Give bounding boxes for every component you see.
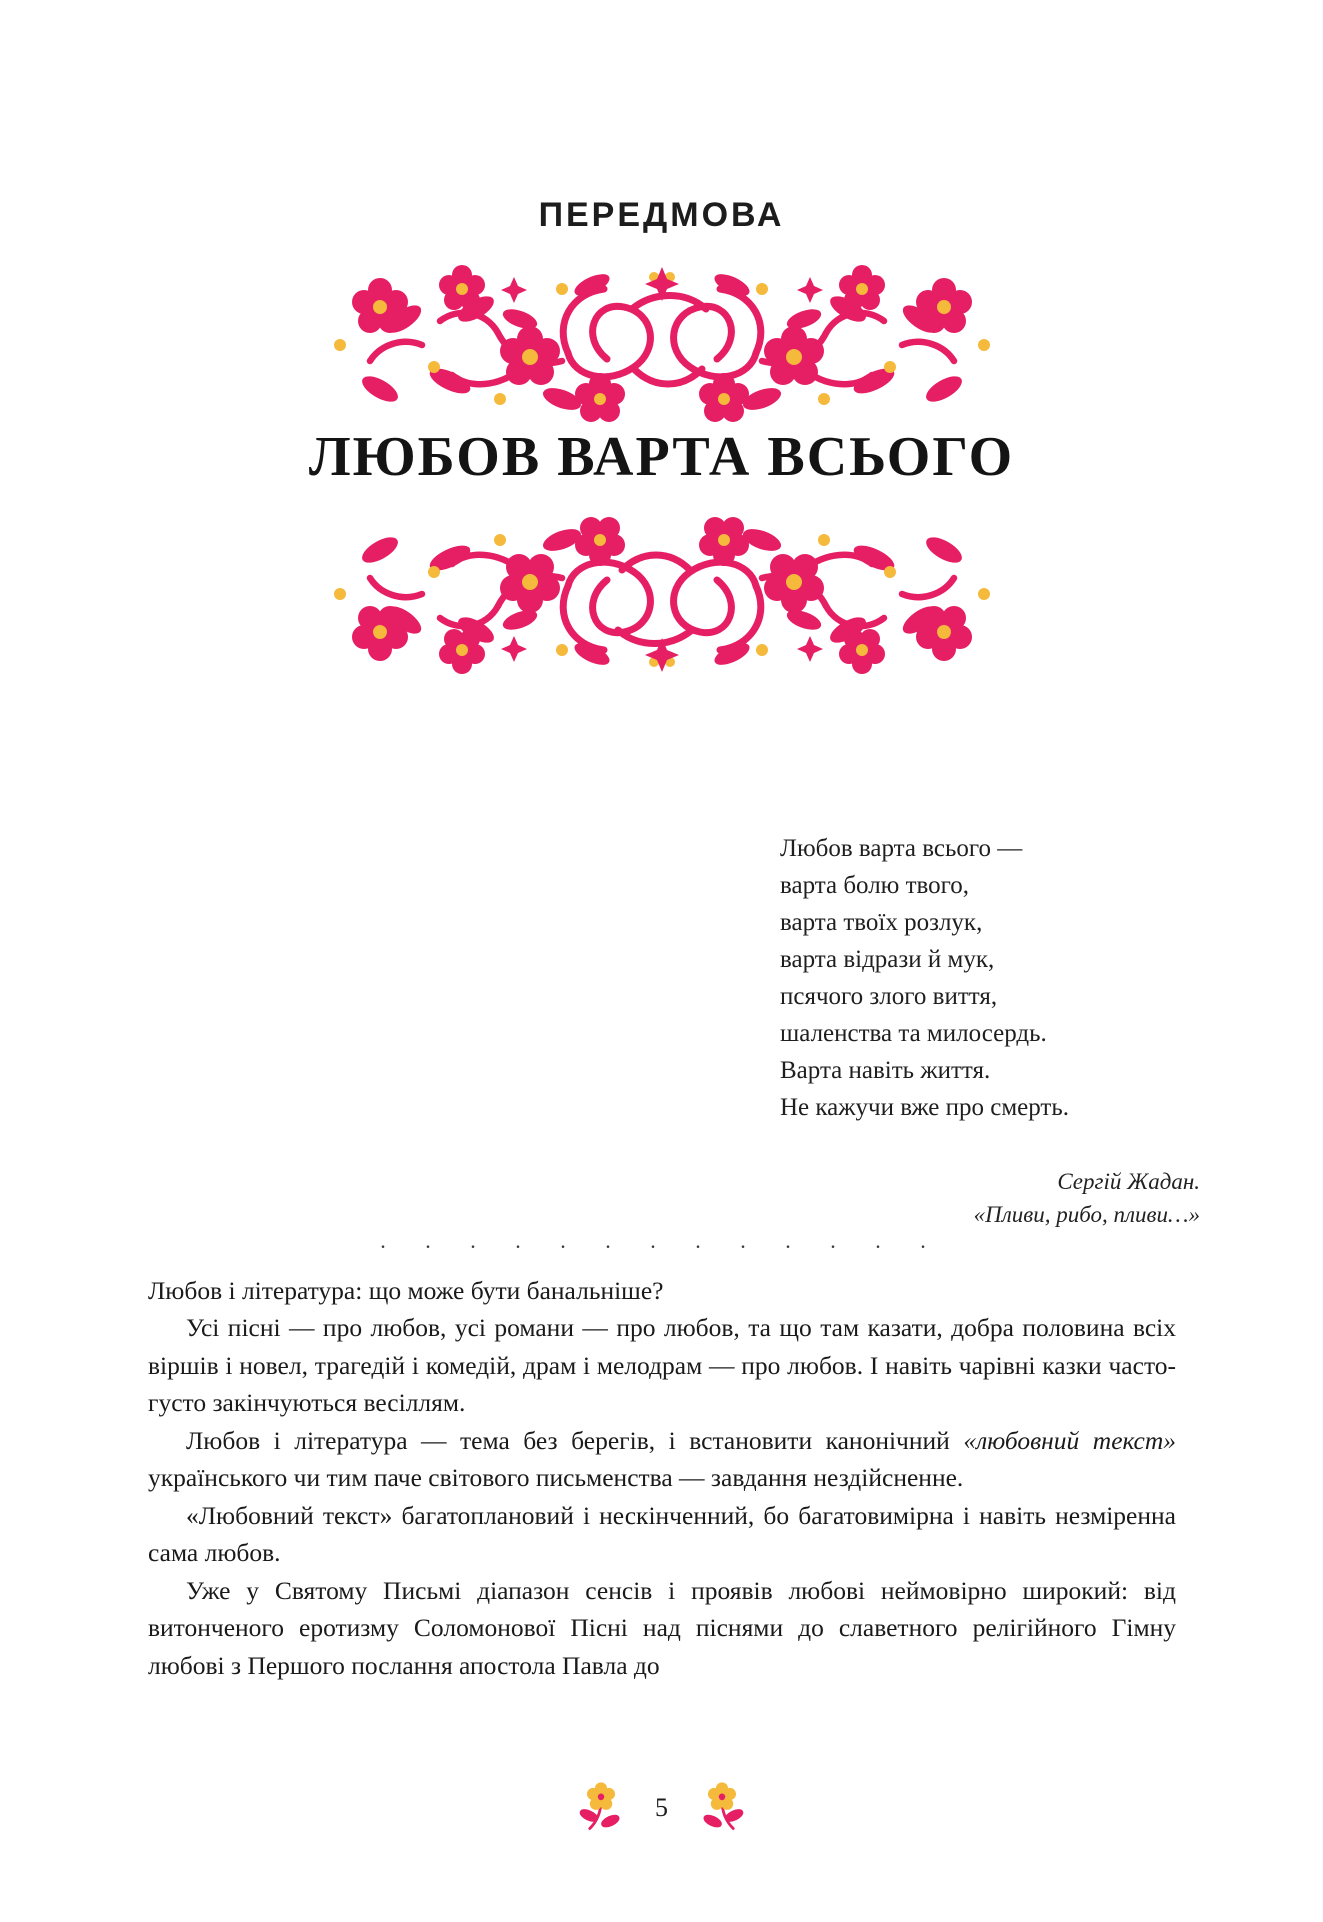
paragraph-text: Любов і література — тема без берегів, і встановити канонічний xyxy=(186,1425,964,1455)
footer-flower-right-icon xyxy=(694,1780,750,1836)
page-footer xyxy=(0,1780,1323,1836)
epigraph-line: варта болю твого, xyxy=(780,872,970,899)
epigraph-line: псячого злого виття, xyxy=(780,983,998,1010)
epigraph-author: Сергій Жадан. xyxy=(1057,1169,1200,1194)
floral-ornament-bottom-icon xyxy=(262,505,1062,690)
ornament-top-wrap xyxy=(262,249,1062,434)
paragraph-text: Любов і література: що може бути банальніше? xyxy=(148,1276,664,1305)
epigraph-line: варта твоїх розлук, xyxy=(780,909,983,936)
epigraph-line: шаленства та милосердь. xyxy=(780,1020,1047,1047)
epigraph-line: варта відрази й мук, xyxy=(780,946,995,973)
epigraph xyxy=(780,830,1200,1231)
body-text xyxy=(148,1272,1176,1684)
paragraph-text: Усі пісні — про любов, усі романи — про любов, та що там казати, добра половина всіх віршів і новел, трагедій і комедій, драм і мелодрам — про любов. І навіть чарівні казки часто-густо закінчуються весіллям. xyxy=(148,1313,1176,1418)
dot-divider: . . . . . . . . . . . . . xyxy=(380,1228,943,1253)
floral-ornament-top-icon xyxy=(262,249,1062,434)
page-title: ЛЮБОВ ВАРТА ВСЬОГО xyxy=(308,426,1015,488)
paragraph xyxy=(148,1572,1176,1684)
footer-flower-left-icon xyxy=(573,1780,629,1836)
paragraph-text: Уже у Святому Письмі діапазон сенсів і проявів любові неймовірно широкий: від витонченого еротизму Соломонової Пісні над піснями до славетного релігійного Гімну любові з Першого послання апостола Павла до xyxy=(148,1575,1176,1680)
epigraph-line: Варта навіть життя. xyxy=(780,1057,991,1084)
page-number: 5 xyxy=(655,1793,668,1822)
paragraph xyxy=(148,1272,1176,1309)
epigraph-source: «Пливи, рибо, пливи…» xyxy=(973,1201,1200,1227)
paragraph xyxy=(148,1497,1176,1572)
section-label: ПЕРЕДМОВА xyxy=(538,196,785,234)
paragraph xyxy=(148,1309,1176,1421)
epigraph-line: Не кажучи вже про смерть. xyxy=(780,1094,1070,1121)
paragraph-text: українського чи тим паче світового письменства — завдання нездійсненне. xyxy=(148,1463,964,1493)
ornament-bottom-wrap xyxy=(262,505,1062,690)
epigraph-attribution xyxy=(780,1166,1200,1231)
paragraph xyxy=(148,1422,1176,1497)
paragraph-text: «Любовний текст» багатоплановий і нескінченний, бо багатовимірна і навіть незміренна сама любов. xyxy=(148,1500,1176,1568)
epigraph-line: Любов варта всього — xyxy=(780,835,1023,862)
paragraph-emphasis: «любовний текст» xyxy=(963,1425,1176,1455)
